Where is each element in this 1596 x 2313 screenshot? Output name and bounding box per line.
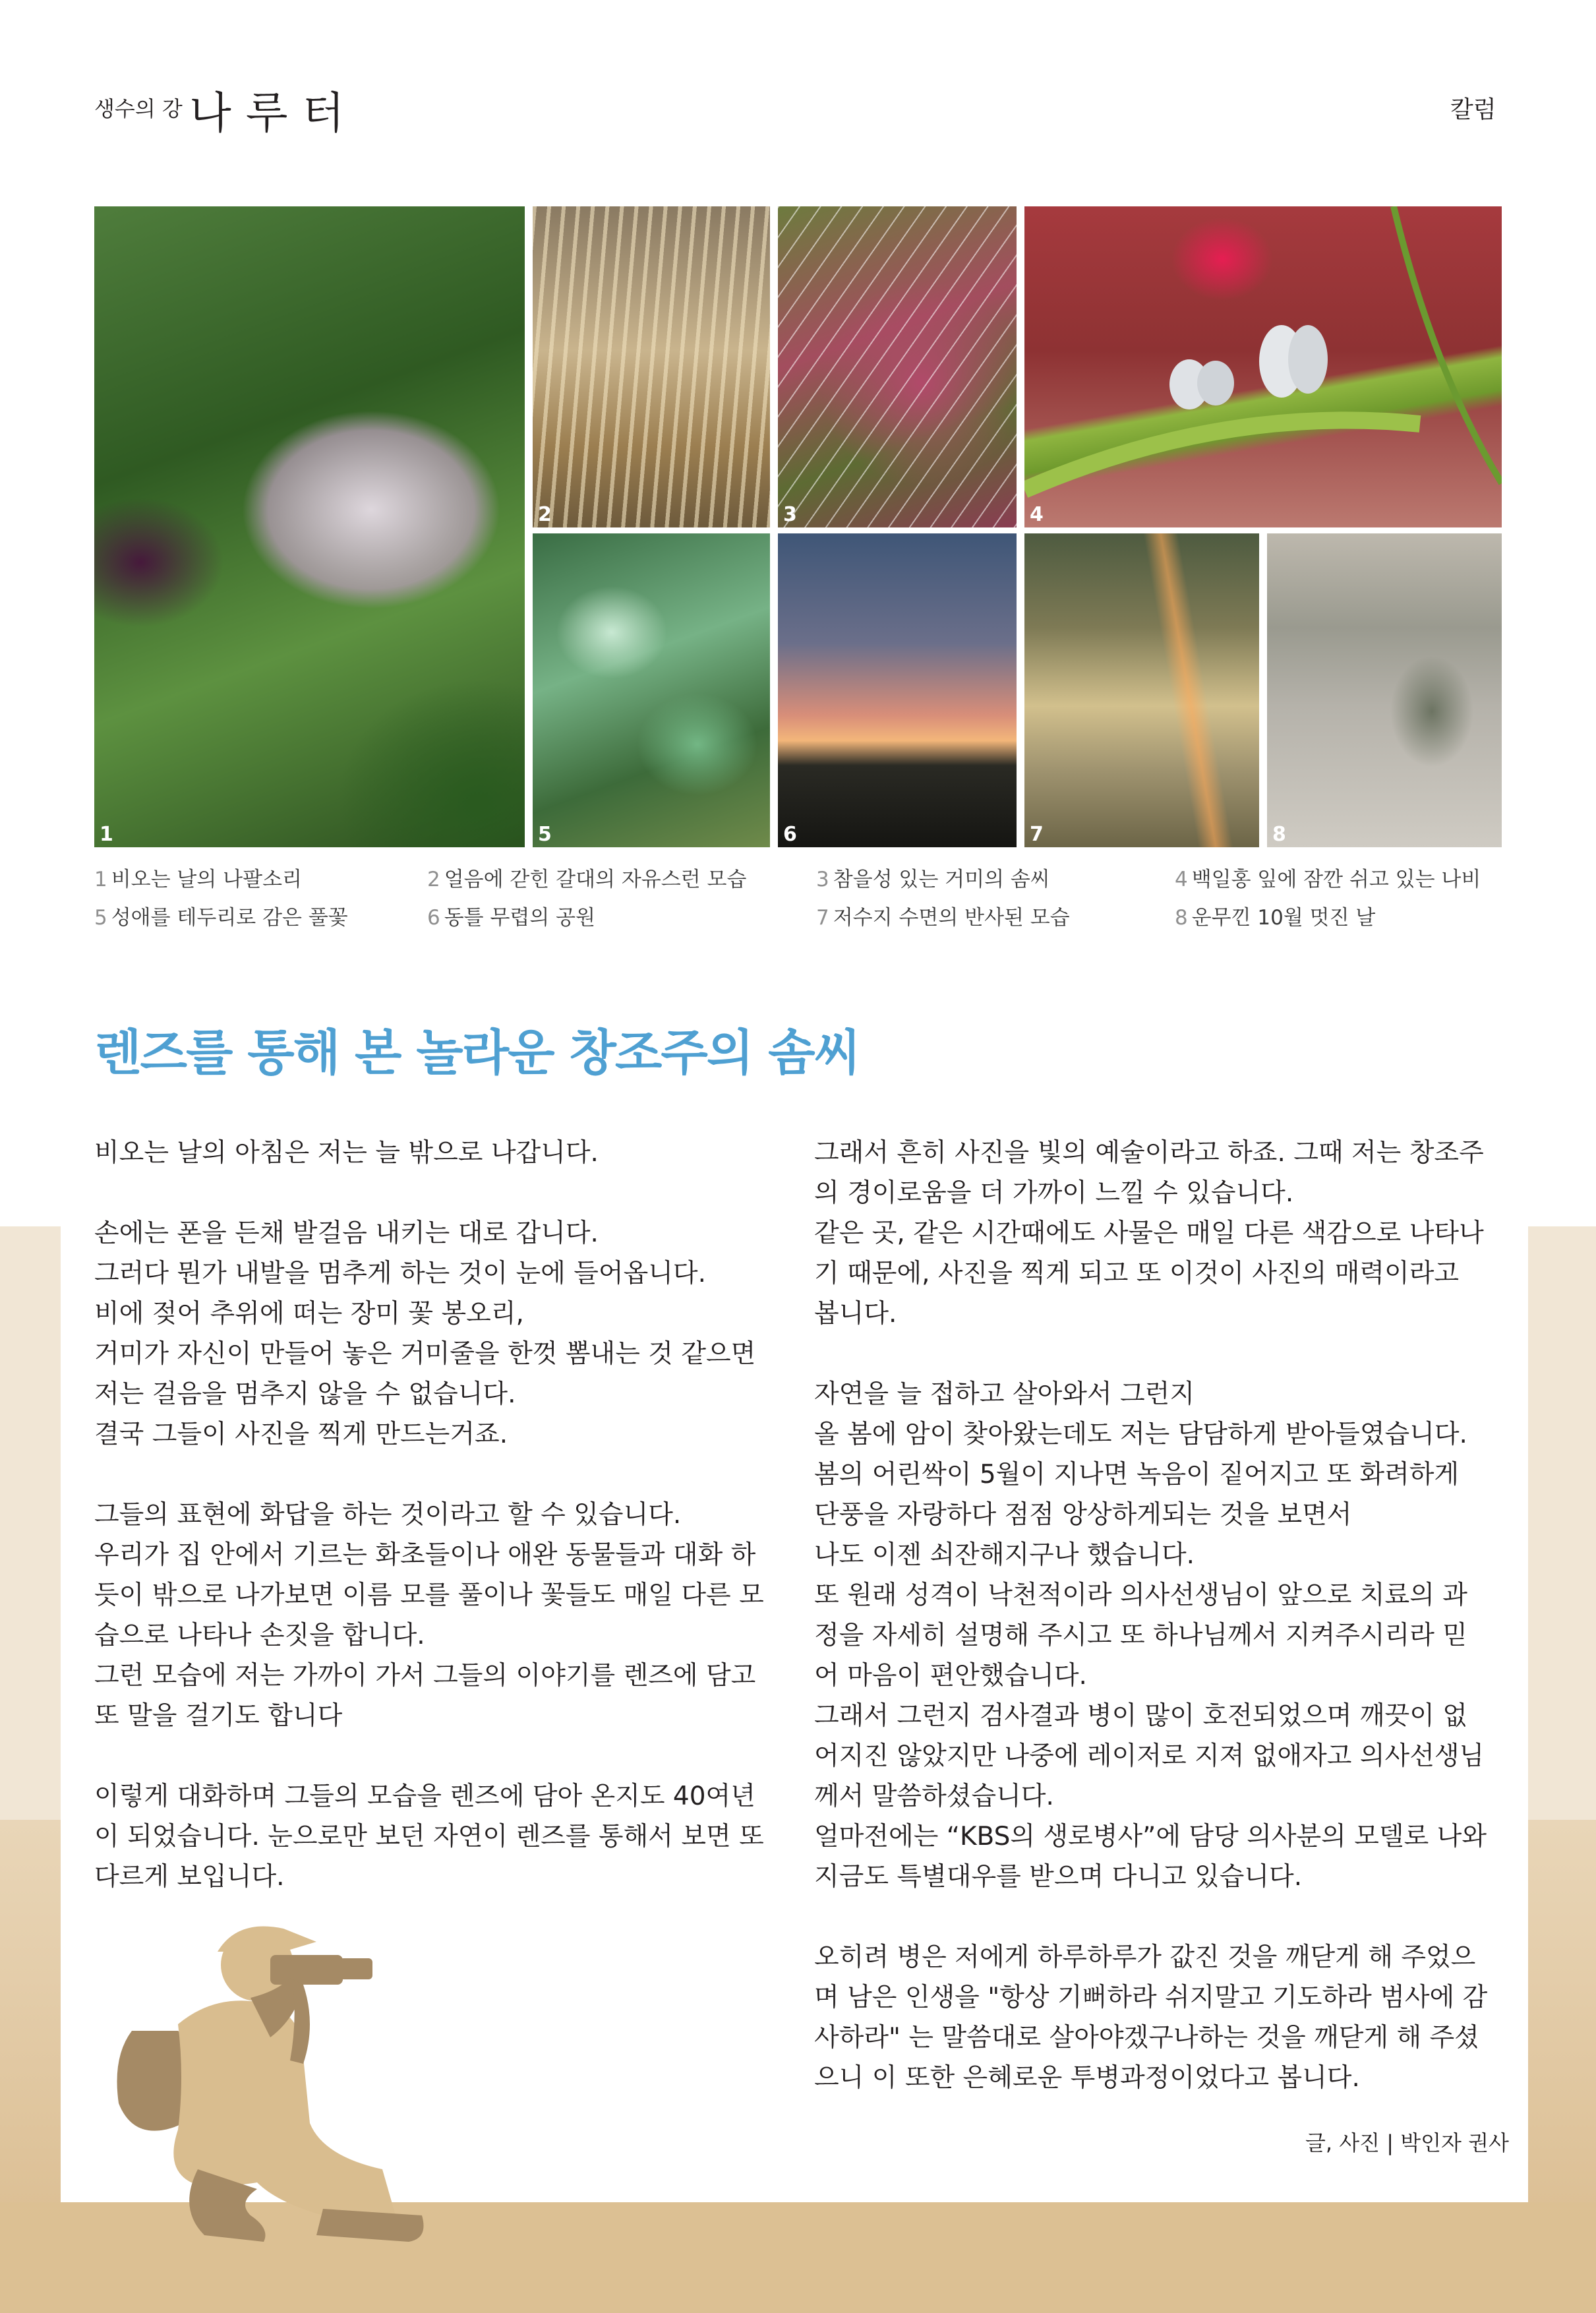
photo-number: 4	[1030, 503, 1044, 526]
body-line: 그래서 그런지 검사결과 병이 많이 호전되었으며 깨끗이 없	[814, 1701, 1467, 1731]
article-right-column	[814, 1133, 1503, 2098]
body-line: 나도 이젠 쇠잔해지구나 했습니다.	[814, 1540, 1195, 1570]
photo-morning-glory	[94, 206, 525, 847]
body-line: 올 봄에 암이 찾아왔는데도 저는 담담하게 받아들였습니다.	[814, 1420, 1467, 1449]
photo-dawn-park	[778, 533, 1017, 847]
body-line: 며 남은 인생을 "항상 기뻐하라 쉬지말고 기도하라 범사에 감	[814, 1983, 1488, 2012]
photo-number: 5	[538, 823, 552, 846]
body-line: 봄의 어린싹이 5월이 지나면 녹음이 짙어지고 또 화려하게	[814, 1460, 1460, 1489]
photo-spider-web	[778, 206, 1017, 527]
body-line: 이 되었습니다. 눈으로만 보던 자연이 렌즈를 통해서 보면 또	[94, 1822, 764, 1851]
caption-3: 3 참을성 있는 거미의 솜씨	[816, 868, 1050, 891]
caption-2: 2 얼음에 갇힌 갈대의 자유스런 모습	[427, 868, 747, 891]
paragraph-gap	[94, 1736, 780, 1776]
photo-number: 2	[538, 503, 552, 526]
caption-7: 7 저수지 수면의 반사된 모습	[816, 906, 1070, 930]
body-line: 정을 자세히 설명해 주시고 또 하나님께서 지켜주시리라 믿	[814, 1621, 1467, 1650]
body-line: 비오는 날의 아침은 저는 늘 밖으로 나갑니다.	[94, 1138, 599, 1168]
photo-misty-day	[1267, 533, 1502, 847]
section-title: 나루터	[189, 88, 359, 138]
photo-reservoir-reflection	[1024, 533, 1259, 847]
photo-frozen-reeds	[533, 206, 770, 527]
caption-6: 6 동틀 무렵의 공원	[427, 906, 596, 930]
paragraph-gap	[814, 1897, 1503, 1937]
body-line: 으니 이 또한 은혜로운 투병과정이었다고 봅니다.	[814, 2063, 1360, 2093]
photo-frosted-flower	[533, 533, 770, 847]
body-line: 자연을 늘 접하고 살아와서 그런지	[814, 1379, 1195, 1409]
body-line: 봅니다.	[814, 1299, 897, 1329]
body-line: 어 마음이 편안했습니다.	[814, 1661, 1087, 1691]
photographer-silhouette	[105, 1906, 527, 2248]
body-line: 이렇게 대화하며 그들의 모습을 렌즈에 담아 온지도 40여년	[94, 1782, 755, 1811]
body-line: 손에는 폰을 든채 발걸음 내키는 대로 갑니다.	[94, 1218, 599, 1248]
section-subtitle: 생수의 강	[94, 96, 183, 121]
article-title: 렌즈를 통해 본 놀라운 창조주의 솜씨	[94, 1025, 860, 1081]
body-line: 사하라" 는 말씀대로 살아야겠구나하는 것을 깨닫게 해 주셨	[814, 2023, 1479, 2053]
body-line: 그래서 흔히 사진을 빛의 예술이라고 하죠. 그때 저는 창조주	[814, 1138, 1484, 1168]
butterfly-illustration	[1024, 206, 1502, 527]
body-line: 오히려 병은 저에게 하루하루가 값진 것을 깨닫게 해 주었으	[814, 1942, 1476, 1972]
body-line: 께서 말씀하셨습니다.	[814, 1782, 1054, 1811]
body-line: 우리가 집 안에서 기르는 화초들이나 애완 동물들과 대화 하	[94, 1540, 756, 1570]
photo-number: 7	[1030, 823, 1044, 846]
body-line: 또 원래 성격이 낙천적이라 의사선생님이 앞으로 치료의 과	[814, 1580, 1467, 1610]
photo-number: 1	[100, 823, 113, 846]
caption-1: 1 비오는 날의 나팔소리	[94, 868, 302, 891]
paragraph-gap	[814, 1334, 1503, 1374]
caption-5: 5 성애를 테두리로 감은 풀꽃	[94, 906, 348, 930]
byline: 글, 사진 | 박인자 권사	[1305, 2130, 1509, 2155]
photo-number: 6	[783, 823, 797, 846]
body-line: 얼마전에는 “KBS의 생로병사”에 담당 의사분의 모델로 나와	[814, 1822, 1487, 1851]
body-line: 단풍을 자랑하다 점점 앙상하게되는 것을 보면서	[814, 1500, 1352, 1530]
caption-4: 4 백일홍 잎에 잠깐 쉬고 있는 나비	[1175, 868, 1481, 891]
body-line: 습으로 나타나 손짓을 합니다.	[94, 1621, 425, 1650]
caption-8: 8 운무낀 10월 멋진 날	[1175, 906, 1376, 930]
body-line: 어지진 않았지만 나중에 레이저로 지져 없애자고 의사선생님	[814, 1741, 1485, 1771]
body-line: 또 말을 걸기도 합니다	[94, 1701, 343, 1731]
body-line: 같은 곳, 같은 시간때에도 사물은 매일 다른 색감으로 나타나	[814, 1218, 1484, 1248]
body-line: 의 경이로움을 더 가까이 느낄 수 있습니다.	[814, 1178, 1294, 1208]
photo-number: 8	[1272, 823, 1286, 846]
article-left-column	[94, 1133, 780, 1897]
paragraph-gap	[94, 1455, 780, 1495]
category-label: 칼럼	[1450, 96, 1496, 123]
photo-butterflies	[1024, 206, 1502, 527]
body-line: 듯이 밖으로 나가보면 이름 모를 풀이나 꽃들도 매일 다른 모	[94, 1580, 764, 1610]
body-line: 저는 걸음을 멈추지 않을 수 없습니다.	[94, 1379, 516, 1409]
body-line: 지금도 특별대우를 받으며 다니고 있습니다.	[814, 1862, 1303, 1892]
body-line: 비에 젖어 추위에 떠는 장미 꽃 봉오리,	[94, 1299, 524, 1329]
body-line: 그들의 표현에 화답을 하는 것이라고 할 수 있습니다.	[94, 1500, 682, 1530]
body-line: 거미가 자신이 만들어 놓은 거미줄을 한껏 뽐내는 것 같으면	[94, 1339, 756, 1369]
body-line: 결국 그들이 사진을 찍게 만드는거죠.	[94, 1420, 508, 1449]
body-line: 그러다 뭔가 내발을 멈추게 하는 것이 눈에 들어옵니다.	[94, 1259, 707, 1288]
body-line: 그런 모습에 저는 가까이 가서 그들의 이야기를 렌즈에 담고	[94, 1661, 756, 1691]
body-line: 기 때문에, 사진을 찍게 되고 또 이것이 사진의 매력이라고	[814, 1259, 1460, 1288]
body-line: 다르게 보입니다.	[94, 1862, 285, 1892]
photo-number: 3	[783, 503, 797, 526]
paragraph-gap	[94, 1173, 780, 1213]
